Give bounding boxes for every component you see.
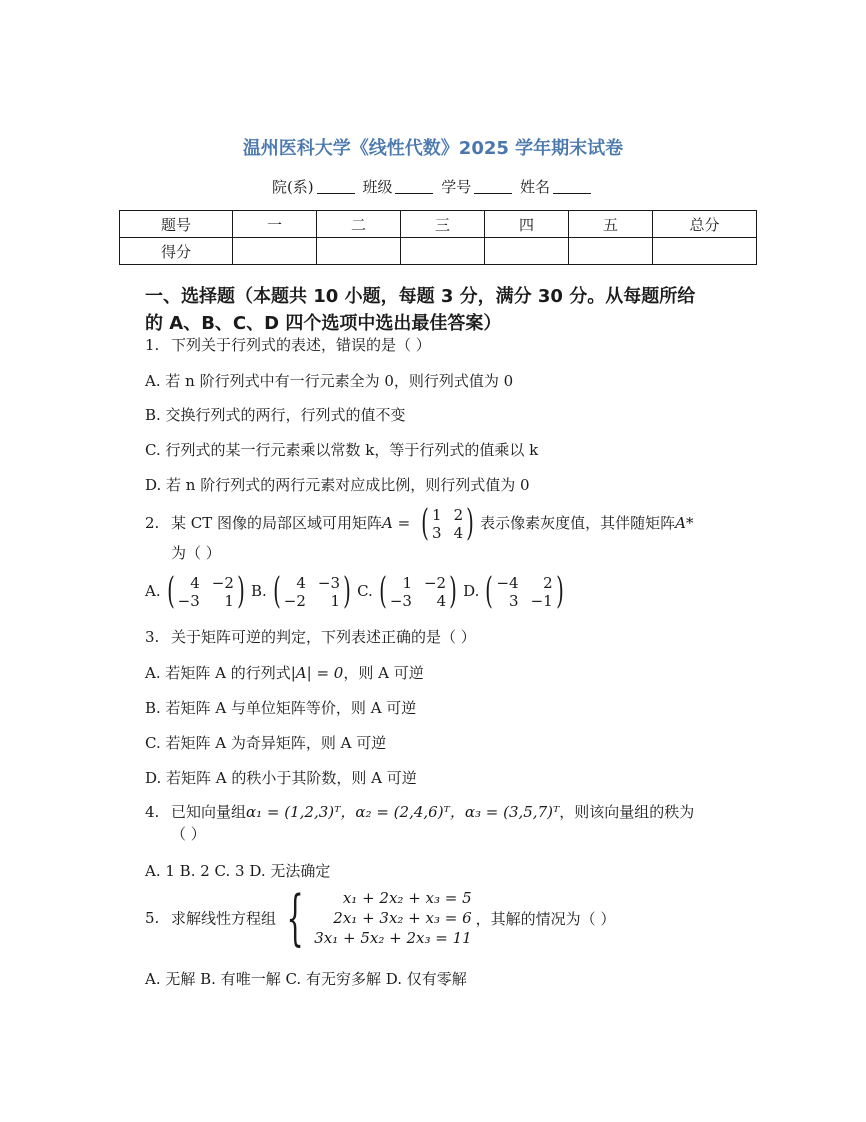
section1-heading-line2: 的 A、B、C、D 四个选项中选出最佳答案）: [145, 313, 502, 334]
q2-option-d-label: D.: [463, 582, 480, 600]
matrix-entry: −3: [389, 592, 412, 610]
q3-option-a-post: ，则 A 可逆: [343, 664, 424, 682]
matrix-entry: −2: [423, 574, 447, 592]
matrix-entry: 1: [402, 574, 412, 592]
q4-number: 4.: [145, 803, 160, 821]
score-cell[interactable]: [401, 238, 485, 265]
q4-stem-line2: （ ）: [171, 825, 206, 843]
q5-stem-pre: 求解线性方程组: [171, 909, 277, 928]
q1-option-d: D. 若 n 阶行列式的两行元素对应成比例，则行列式值为 0: [145, 476, 530, 494]
q3-stem: [145, 626, 476, 647]
q2-stem: [145, 503, 694, 544]
q4-options: A. 1 B. 2 C. 3 D. 无法确定: [145, 862, 331, 880]
score-header-cell: 四: [485, 211, 569, 238]
q2-option-b-matrix: ( 4 −3 −2 1 ): [272, 571, 351, 612]
matrix-entry: 4: [190, 574, 200, 592]
matrix-entry: 2: [543, 574, 553, 592]
q3-option-b: B. 若矩阵 A 与单位矩阵等价，则 A 可逆: [145, 699, 417, 717]
q1-number: 1.: [145, 336, 160, 354]
q2-number: 2.: [145, 514, 160, 532]
score-header-cell: 一: [233, 211, 317, 238]
class-blank[interactable]: [395, 179, 433, 194]
class-label: 班级: [362, 178, 393, 196]
student-info-line: [0, 176, 866, 197]
q4-stem-pre: 已知向量组: [171, 803, 247, 821]
q1-option-c: C. 行列式的某一行元素乘以常数 k，等于行列式的值乘以 k: [145, 441, 539, 459]
matrix-entry: −1: [530, 592, 553, 610]
score-cell[interactable]: [569, 238, 653, 265]
q2-option-c-matrix: ( 1 −2 −3 4 ): [378, 571, 457, 612]
section1-heading-line1: 一、选择题（本题共 10 小题，每题 3 分，满分 30 分。从每题所给: [145, 286, 696, 307]
q1-option-a: A. 若 n 阶行列式中有一行元素全为 0，则行列式值为 0: [145, 372, 514, 390]
q5-stem-post: ，其解的情况为（ ）: [475, 909, 616, 928]
score-cell[interactable]: [233, 238, 317, 265]
q5-number: 5.: [145, 909, 160, 927]
q5-options: A. 无解 B. 有唯一解 C. 有无穷多解 D. 仅有零解: [145, 970, 467, 988]
q2-option-c-label: C.: [357, 582, 373, 600]
matrix-entry: −2: [211, 574, 234, 592]
q2-option-a-matrix: ( 4 −2 −3 1 ): [166, 571, 245, 612]
score-header-cell: 五: [569, 211, 653, 238]
score-header-cell: 题号: [120, 211, 233, 238]
q3-option-a-math: |A| = 0: [290, 664, 344, 682]
matrix-entry: 4: [436, 592, 447, 610]
q1-option-b: B. 交换行列式的两行，行列式的值不变: [145, 406, 406, 424]
q3-option-d: D. 若矩阵 A 的秩小于其阶数，则 A 可逆: [145, 769, 417, 787]
q2-matrix-var: A =: [382, 514, 415, 532]
matrix-entry: 3: [432, 524, 442, 542]
matrix-entry: 1: [330, 592, 341, 610]
matrix-entry: −3: [317, 574, 341, 592]
q4-stem: [145, 801, 694, 822]
score-row-label: 得分: [120, 238, 233, 265]
q2-adj-var: A*: [675, 514, 694, 532]
q2-stem-b: 表示像素灰度值，其伴随矩阵: [480, 514, 676, 532]
name-blank[interactable]: [553, 179, 591, 194]
score-header-cell: 总分: [653, 211, 757, 238]
q2-stem-line2: 为（ ）: [171, 544, 221, 562]
q5-equation-1: x₁ + 2x₂ + x₃ = 5: [342, 889, 472, 907]
q1-stem-text: 下列关于行列式的表述，错误的是（ ）: [171, 336, 431, 354]
q5-equation-3: 3x₁ + 5x₂ + 2x₃ = 11: [314, 929, 472, 947]
score-table-header-row: [120, 211, 757, 238]
score-cell[interactable]: [317, 238, 401, 265]
section1-heading: [145, 283, 765, 337]
dept-blank[interactable]: [317, 179, 355, 194]
q1-stem: [145, 334, 431, 355]
score-table-score-row: [120, 238, 757, 265]
score-header-cell: 二: [317, 211, 401, 238]
q2-option-d-matrix: ( −4 2 3 −1 ): [485, 571, 564, 612]
matrix-entry: −3: [177, 592, 200, 610]
q2-matrix: ( 1 2 3 4 ): [421, 503, 474, 544]
score-header-cell: 三: [401, 211, 485, 238]
q3-option-c: C. 若矩阵 A 为奇异矩阵，则 A 可逆: [145, 734, 387, 752]
q3-number: 3.: [145, 628, 160, 646]
q3-option-a-pre: A. 若矩阵 A 的行列式: [145, 664, 291, 682]
dept-label: 院(系): [271, 178, 314, 196]
q3-option-a: [145, 662, 424, 683]
q2-options: [145, 571, 570, 612]
matrix-entry: 2: [453, 506, 464, 524]
q5-equation-2: 2x₁ + 3x₂ + x₃ = 6: [333, 909, 472, 927]
matrix-entry: −4: [496, 574, 519, 592]
q5-brace: {: [286, 883, 304, 953]
q2-option-a-label: A.: [145, 582, 161, 600]
name-label: 姓名: [520, 178, 551, 196]
q5-stem: [145, 883, 616, 953]
matrix-entry: 4: [453, 524, 464, 542]
q2-option-b-label: B.: [250, 582, 267, 600]
exam-title: 温州医科大学《线性代数》2025 学年期末试卷: [242, 138, 624, 159]
q4-vectors: α₁ = (1,2,3)ᵀ，α₂ = (2,4,6)ᵀ，α₃ = (3,5,7)ᵀ: [246, 803, 560, 821]
matrix-entry: 1: [224, 592, 234, 610]
matrix-entry: 3: [509, 592, 519, 610]
score-cell[interactable]: [653, 238, 757, 265]
number-blank[interactable]: [474, 179, 512, 194]
q4-stem-post: ，则该向量组的秩为: [559, 803, 695, 821]
matrix-entry: 1: [432, 506, 442, 524]
score-cell[interactable]: [485, 238, 569, 265]
number-label: 学号: [441, 178, 472, 196]
q3-stem-text: 关于矩阵可逆的判定，下列表述正确的是（ ）: [171, 628, 476, 646]
q2-stem-a: 某 CT 图像的局部区域可用矩阵: [171, 514, 383, 532]
matrix-entry: 4: [296, 574, 306, 592]
matrix-entry: −2: [283, 592, 306, 610]
score-table: [119, 210, 757, 265]
q5-equation-system: [314, 888, 471, 948]
